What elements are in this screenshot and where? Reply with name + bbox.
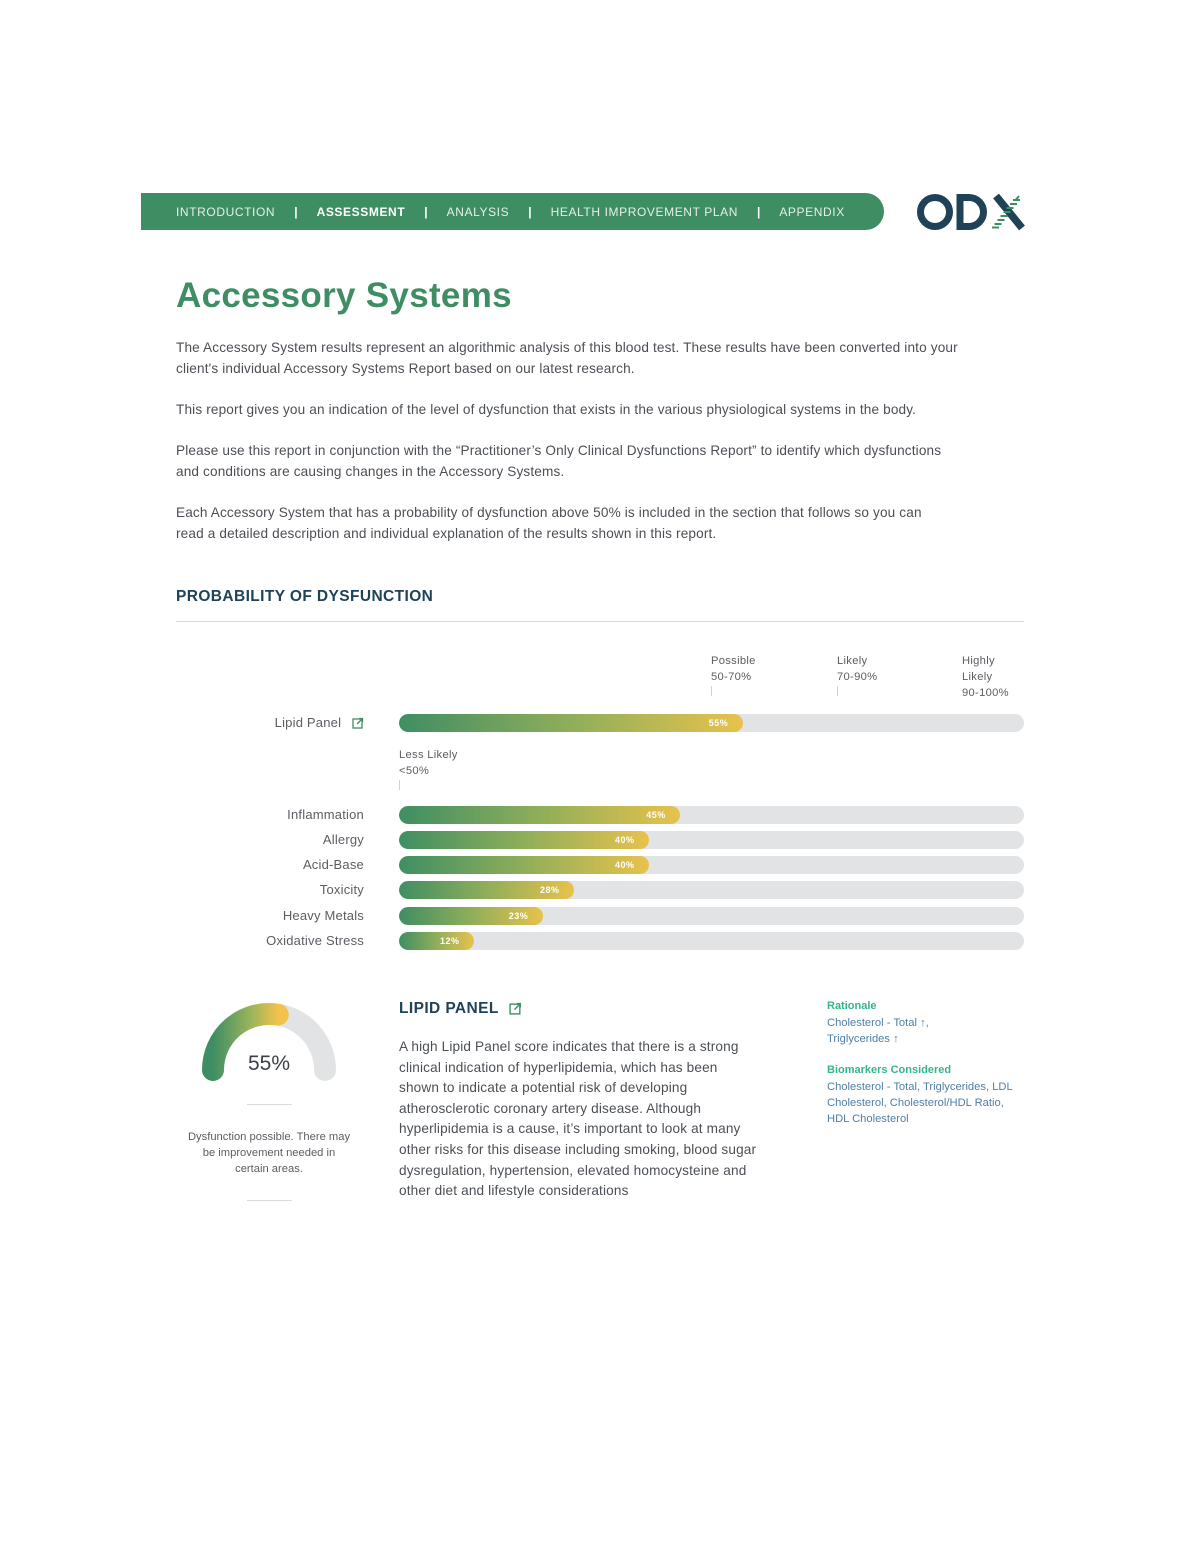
- nav-item-introduction[interactable]: INTRODUCTION: [176, 204, 276, 219]
- nav-separator: |: [528, 204, 532, 219]
- bar-value-label: 45%: [646, 810, 666, 820]
- gauge-value: 55%: [247, 1052, 291, 1075]
- threshold-range: 50-70%: [711, 671, 752, 683]
- rationale-text: Cholesterol - Total ↑, Triglycerides ↑: [827, 1017, 929, 1045]
- bar-value-label: 23%: [508, 911, 529, 921]
- bar-track: [399, 856, 1024, 874]
- intro-paragraph: The Accessory System results represent an algorithmic analysis of this blood test. These results have been converted into your client's individual Accessory Systems Report based on our latest research.: [176, 340, 958, 376]
- divider: [247, 1104, 292, 1105]
- bar-fill: [399, 831, 649, 849]
- bar-label: Allergy: [322, 832, 364, 847]
- bar-label: Heavy Metals: [282, 908, 364, 923]
- bar-fill: [399, 714, 743, 732]
- intro-paragraph: This report gives you an indication of the level of dysfunction that exists in the various physiological systems in the body.: [176, 402, 917, 417]
- divider: [247, 1200, 292, 1201]
- bar-label: Acid-Base: [302, 857, 364, 872]
- nav-separator: |: [294, 204, 298, 219]
- bar-label: Oxidative Stress: [266, 933, 364, 948]
- intro-paragraph: Each Accessory System that has a probability of dysfunction above 50% is included in the section that follows so you can read a detailed description and individual explanation of the results shown in this report.: [176, 505, 922, 541]
- gauge-caption: Dysfunction possible. There may be improvement needed in certain areas.: [187, 1131, 351, 1175]
- bar-track: [399, 806, 1024, 824]
- page-title: Accessory Systems: [176, 276, 512, 315]
- lipid-panel-heading: [399, 1000, 522, 1018]
- threshold-label-possible: [711, 653, 756, 685]
- bar-track: [399, 907, 1024, 925]
- threshold-label-less-likely: [399, 747, 458, 779]
- lipid-panel-heading-text: LIPID PANEL: [399, 1000, 499, 1017]
- threshold-label-likely: [837, 653, 877, 685]
- bar-track: [399, 881, 1024, 899]
- bar-value-label: 40%: [615, 860, 635, 870]
- section-heading: PROBABILITY OF DYSFUNCTION: [176, 588, 434, 605]
- bar-label: Inflammation: [287, 807, 364, 822]
- lipid-panel-description: A high Lipid Panel score indicates that there is a strong clinical indication of hyperlipidemia, which has been shown to indicate a potential risk of developing atherosclerotic coronary artery disease. Although hyperlipidemia is a cause, it’s important to look at many other risks for this disease including smoking, blood sugar dysregulation, hypertension, elevated homocysteine and other diet and lifestyle considerations: [399, 1039, 757, 1199]
- bar-label[interactable]: [275, 715, 364, 730]
- bar-value-label: 40%: [615, 835, 635, 845]
- nav-item-appendix[interactable]: APPENDIX: [779, 204, 845, 219]
- nav-item-health-improvement-plan[interactable]: HEALTH IMPROVEMENT PLAN: [550, 204, 738, 219]
- external-link-icon[interactable]: [352, 717, 364, 729]
- rationale-heading: Rationale: [827, 1000, 877, 1012]
- threshold-range: <50%: [399, 765, 430, 777]
- biomarkers-heading: Biomarkers Considered: [827, 1064, 952, 1076]
- nav-item-analysis[interactable]: ANALYSIS: [446, 204, 510, 219]
- threshold-range: 70-90%: [837, 671, 878, 683]
- bar-track: [399, 714, 1024, 732]
- external-link-icon[interactable]: [509, 1002, 522, 1015]
- nav-separator: |: [424, 204, 428, 219]
- threshold-range: 90-100%: [962, 687, 1009, 699]
- bar-value-label: 55%: [708, 718, 729, 728]
- bar-fill: [399, 932, 474, 950]
- threshold-tick: [399, 780, 400, 790]
- biomarkers-text: Cholesterol - Total, Triglycerides, LDL Cholesterol, Cholesterol/HDL Ratio, HDL Cholesterol: [827, 1081, 1013, 1125]
- section-divider: [176, 621, 1024, 622]
- threshold-tick: [711, 686, 712, 696]
- threshold-label-highly-likely: [962, 653, 1022, 701]
- threshold-tick: [837, 686, 838, 696]
- bar-fill: [399, 806, 680, 824]
- threshold-name: Possible: [711, 655, 756, 667]
- threshold-name: Likely: [837, 655, 868, 667]
- nav-item-assessment[interactable]: ASSESSMENT: [316, 204, 406, 219]
- nav-separator: |: [756, 204, 761, 219]
- bar-label: Toxicity: [319, 882, 364, 897]
- section-nav-bar: [141, 193, 884, 230]
- bar-track: [399, 932, 1024, 950]
- bar-label-text: Lipid Panel: [274, 715, 342, 730]
- odx-logo: [916, 188, 1028, 236]
- bar-value-label: 28%: [540, 885, 560, 895]
- threshold-name: Less Likely: [399, 749, 458, 761]
- intro-paragraph: Please use this report in conjunction with the “Practitioner’s Only Clinical Dysfunctions Report” to identify which dysfunctions and conditions are causing changes in the Accessory Systems.: [176, 443, 942, 479]
- bar-track: [399, 831, 1024, 849]
- bar-fill: [399, 856, 649, 874]
- bar-value-label: 12%: [440, 936, 460, 946]
- threshold-name: Highly Likely: [962, 655, 995, 683]
